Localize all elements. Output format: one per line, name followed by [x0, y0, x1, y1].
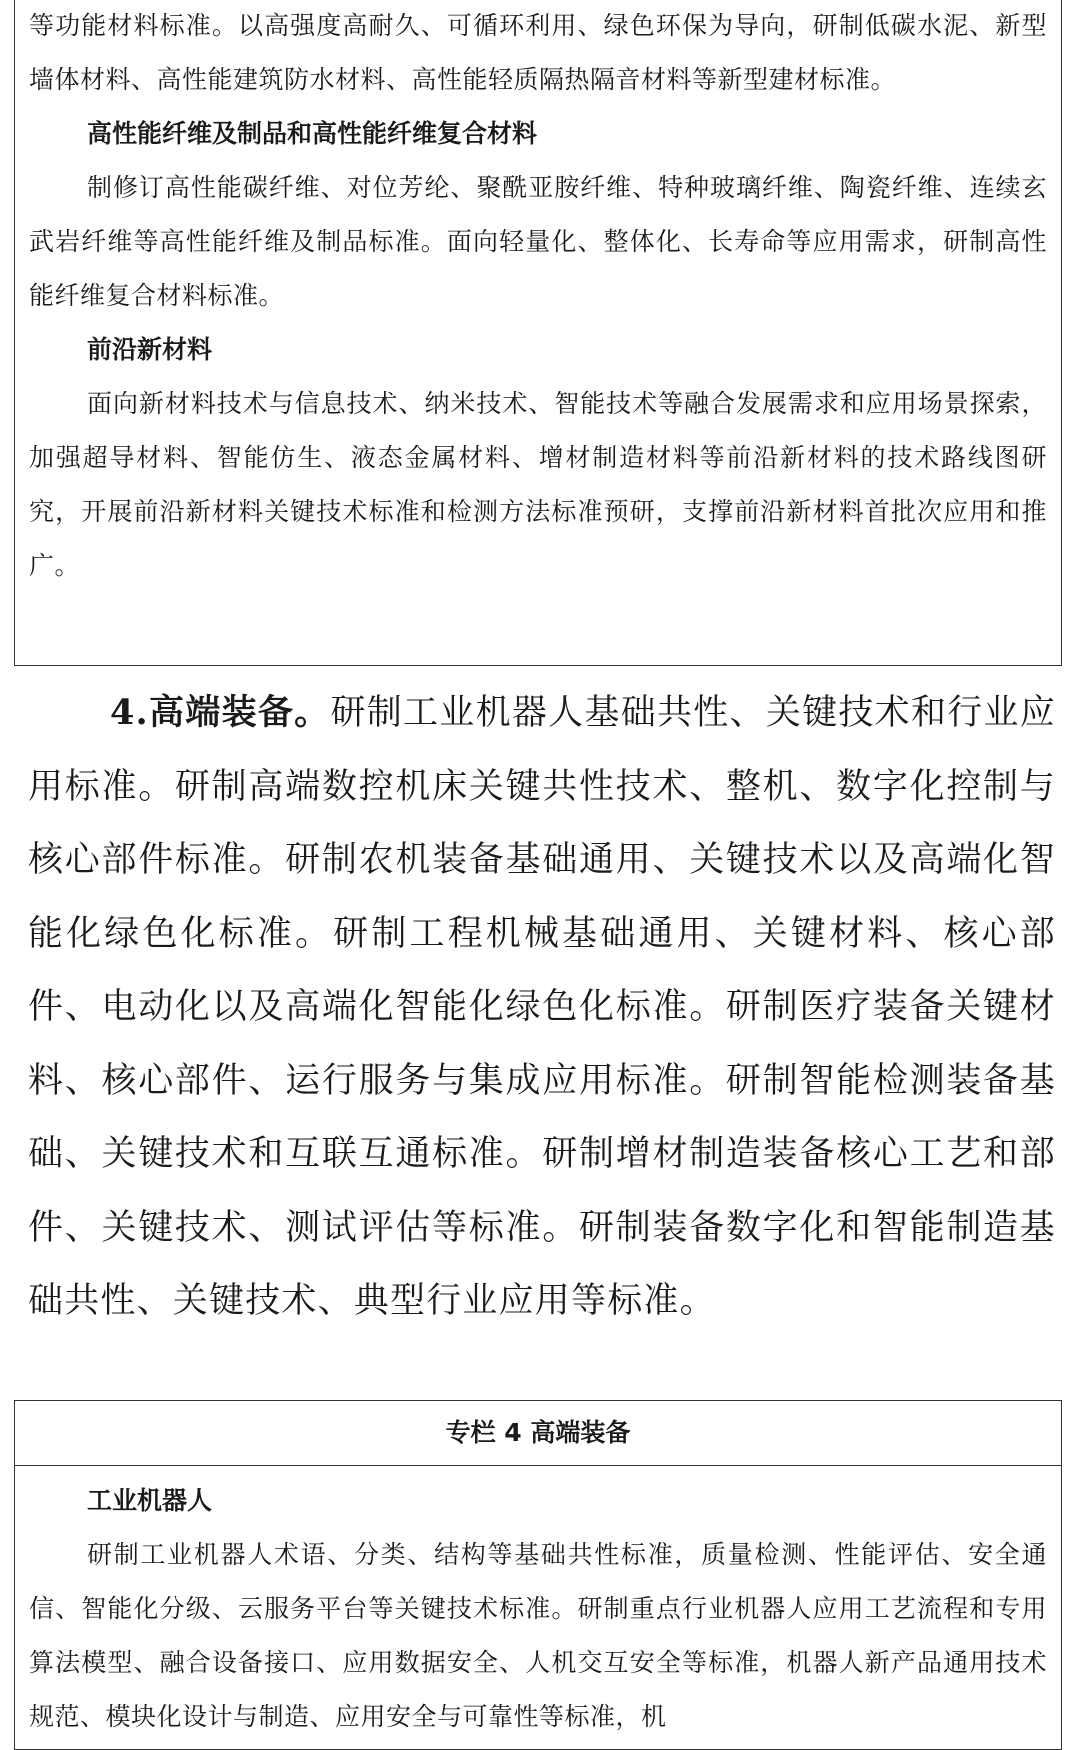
section-text-fiber: 制修订高性能碳纤维、对位芳纶、聚酰亚胺纤维、特种玻璃纤维、陶瓷纤维、连续玄武岩纤维等高性能纤维及制品标准。面向轻量化、整体化、长寿命等应用需求，研制高性能纤维复合材料标准。	[29, 173, 1047, 310]
section-heading-frontier: 前沿新材料	[87, 335, 213, 364]
feature-box-new-materials	[14, 0, 1062, 666]
main-section-heading: 4.高端装备。	[110, 692, 331, 733]
section-heading-robot: 工业机器人	[87, 1486, 213, 1515]
feature-box-high-end-equipment	[14, 1400, 1062, 1750]
section-heading-fiber: 高性能纤维及制品和高性能纤维复合材料	[87, 119, 538, 148]
box-content	[15, 1466, 1061, 1744]
main-paragraph	[28, 676, 1056, 1339]
section-text-robot: 研制工业机器人术语、分类、结构等基础共性标准，质量检测、性能评估、安全通信、智能化分级、云服务平台等关键技术标准。研制重点行业机器人应用工艺流程和专用算法模型、融合设备接口、应用数据安全、人机交互安全等标准，机器人新产品通用技术规范、模块化设计与制造、应用安全与可靠性等标准，机	[29, 1540, 1047, 1731]
box-title: 专栏 4 高端装备	[15, 1401, 1061, 1466]
main-section-text: 研制工业机器人基础共性、关键技术和行业应用标准。研制高端数控机床关键共性技术、整机、数字化控制与核心部件标准。研制农机装备基础通用、关键技术以及高端化智能化绿色化标准。研制工程机械基础通用、关键材料、核心部件、电动化以及高端化智能化绿色化标准。研制医疗装备关键材料、核心部件、运行服务与集成应用标准。研制智能检测装备基础、关键技术和互联互通标准。研制增材制造装备核心工艺和部件、关键技术、测试评估等标准。研制装备数字化和智能制造基础共性、关键技术、典型行业应用等标准。	[28, 693, 1056, 1321]
section-text-frontier: 面向新材料技术与信息技术、纳米技术、智能技术等融合发展需求和应用场景探索，加强超导材料、智能仿生、液态金属材料、增材制造材料等前沿新材料的技术路线图研究，开展前沿新材料关键技术标准和检测方法标准预研，支撑前沿新材料首批次应用和推广。	[29, 389, 1047, 580]
box-continuation-text: 等功能材料标准。以高强度高耐久、可循环利用、绿色环保为导向，研制低碳水泥、新型墙体材料、高性能建筑防水材料、高性能轻质隔热隔音材料等新型建材标准。	[29, 11, 1047, 94]
